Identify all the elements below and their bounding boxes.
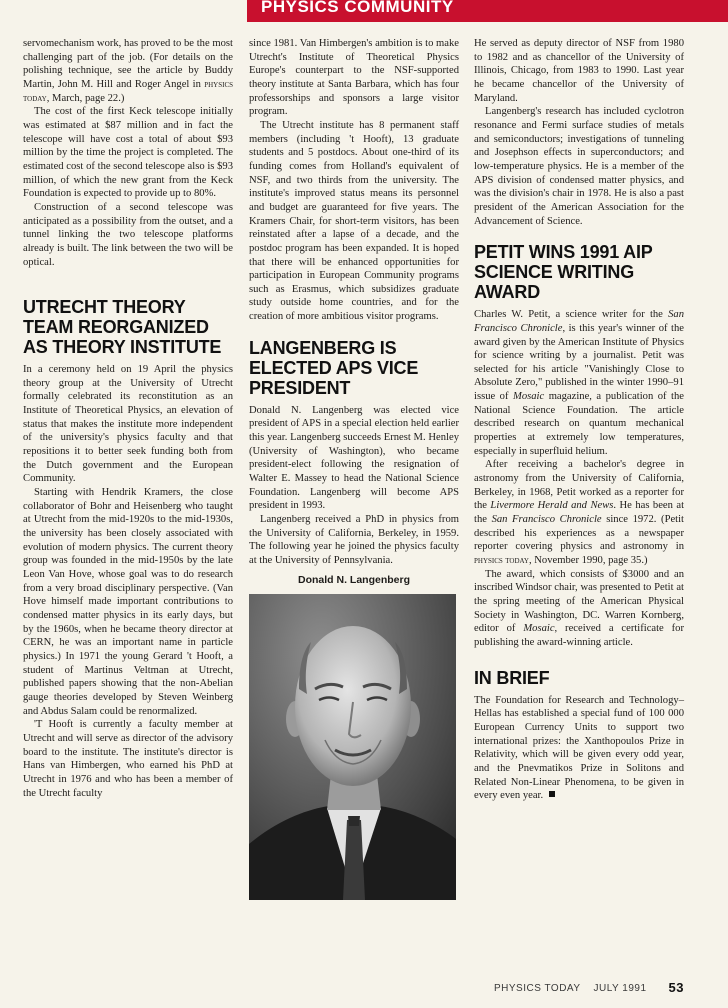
newspaper-name: San Francisco Chronicle [491,514,602,526]
footer-journal: PHYSICS TODAY [494,983,581,994]
paragraph: since 1981. Van Himbergen's ambition is to make Utrecht's Institute of Theoretical Physics Europe's counterpart to the NSF-supported theory institute at Santa Barbara, which has four professorships and sponsors a large visitor program. [249,38,459,118]
paragraph: Langenberg received a PhD in physics from the University of California, Berkeley, in 1959. The following year he joined the physics faculty at the University of Pennsylvania. [249,514,459,566]
paragraph: Charles W. Petit, a science writer for the San Francisco Chronicle, is this year's winner of the award given by the American Institute of Physics for science writing by a journalist. Petit was selected for his article "Vanishingly Close to Absolute Zero," published in the winter 1990–91 issue of Mosaic magazine, a publication of the National Science Foundation. The article described research on quantum mechanical properties at extremely low temperatures, especially in superfluid helium. [474,309,684,457]
end-mark-icon [549,791,555,797]
column-3 [474,37,684,803]
paragraph: 'T Hooft is currently a faculty member at Utrecht and will serve as director of the advisory board to the institute. The institute's director is Hans van Himbergen, who earned his PhD at Utrecht in 1976 and who has been a member of the Utrecht faculty [23,719,233,799]
paragraph: servomechanism work, has proved to be the most challenging part of the job. (For details on the polishing technique, see the article by Buddy Martin, John M. Hill and Roger Angel in physics today, March, page 22.) [23,38,234,104]
langenberg-heading: LANGENBERG IS ELECTED APS VICE PRESIDENT [249,337,419,398]
paragraph: After receiving a bachelor's degree in astronomy from the University of California, Berkeley, in 1968, Petit worked as a reporter for the Livermore Herald and News. He has been at the San Francisco Chronicle since 1972. (Petit described his experiences as a newspaper reporter covering physics and astronomy in physics today, November 1990, page 35.) [474,459,685,566]
in-brief-heading: IN BRIEF [474,667,550,688]
column-1 [23,37,233,800]
paragraph: The Foundation for Research and Technology–Hellas has established a special fund of 100 000 European Currency Units to support two international prizes: the Xanthopoulos Prize in Relativity, which will be given every odd year, and the Pnevmatikos Prize in Solitons and Related Non-Linear Phenomena, to be given in every even year. [474,694,684,802]
paragraph: Langenberg's research has included cyclotron resonance and Fermi surface studies of metals and semiconductors; investigations of tunneling and Josephson effects in superconductors; and low-temperature physics. He is a member of the APS division of condensed matter physics, and was the division's chair in 1978. He is also a past president of the American Association for the Advancement of Science. [474,106,684,227]
paragraph: In a ceremony held on 19 April the physics theory group at the University of Utrecht formally celebrated its reconstitution as an Institute of Theoretical Physics, an elevation of status that makes the institute more independent of the university's physics faculty and that repositions it to better seek funding both from the Dutch government and the European Community. [23,364,233,485]
langenberg-portrait-photo [249,594,456,900]
newspaper-name: Livermore Herald and News [490,500,614,512]
paragraph: The cost of the first Keck telescope initially was estimated at $87 million and in fact the telescope will have cost a total of about $93 million by the time the project is completed. The estimated cost of the second telescope also is $93 million, of which the new grant from the Keck Foundation is expected to provide up to 80%. [23,106,233,200]
journal-name: physics today [23,78,234,104]
paragraph: Donald N. Langenberg was elected vice president of APS in a special election held earlier this year. Langenberg succeeds Ernest M. Henley (University of Washington), who became president-elect following the resignation of Walter E. Massey to head the National Science Foundation. Langenberg will become APS president in 1993. [249,404,459,512]
photo-caption: Donald N. Langenberg [297,573,410,586]
newspaper-name: San Francisco Chronicle [474,309,684,334]
section-banner [247,0,728,22]
paragraph: The Utrecht institute has 8 permanent staff members (including 't Hooft), 13 graduate students and 5 postdocs. About one-third of its funding comes from Holland's equivalent of NSF, and two thirds from the university. The institute's improved status means its personnel and budget are guaranteed for five years. The Kramers Chair, for short-term visitors, has been reinstated after a lapse of a decade, and the postdoc program has been expanded. It is hoped that there will be enhanced opportunities for participation in European Community programs such as Erasmus, which subsidizes graduate study outside home countries, and for the creation of more ambitious visitor programs. [249,119,459,323]
magazine-name: Mosaic [523,623,555,635]
magazine-name: Mosaic [513,391,545,403]
paragraph: He served as deputy director of NSF from 1980 to 1982 and as chancellor of the University of Illinois, Chicago, from 1983 to 1990. Last year he became chancellor of the University of Maryland. [474,38,684,104]
footer-date: JULY 1991 [593,983,647,994]
paragraph: Construction of a second telescope was anticipated as a possibility from the outset, and a tunnel linking the two telescope platforms already is built. The link between the two will be optical. [23,201,233,268]
paragraph: The award, which consists of $3000 and an inscribed Windsor chair, was presented to Petit at the spring meeting of the American Physical Society in Washington, DC. Warren Kornberg, editor of Mosaic, received a certificate for publishing the award-winning article. [474,568,684,648]
page-number: 53 [668,980,684,995]
journal-name: physics today [474,555,529,566]
petit-heading: PETIT WINS 1991 AIP SCIENCE WRITING AWARD [474,242,653,303]
page-footer [494,980,684,995]
paragraph: Starting with Hendrik Kramers, the close collaborator of Bohr and Heisenberg who taught at Utrecht from the mid-1920s to the mid-1930s, the university has been closely associated with evolution of modern physics. The current theory group was founded in the mid-1950s by the late Leon Van Hove, whose goal was to do research from a very broad disciplinary perspective. (Van Hove himself made important contributions to condensed matter physics in its early days, but by the 1960s, when he became theory director at CERN, he was an important name in particle physics.) In 1971 the young Gerard 't Hooft, a student of Martinus Veltman at Utrecht, published papers showing that the non-Abelian gauge theories developed by Steven Weinberg and Abdus Salam could be renormalized. [23,487,233,717]
column-2 [249,37,459,900]
section-title: PHYSICS COMMUNITY [261,0,454,16]
utrecht-heading: UTRECHT THEORY TEAM REORGANIZED AS THEORY INSTITUTE [23,297,222,358]
